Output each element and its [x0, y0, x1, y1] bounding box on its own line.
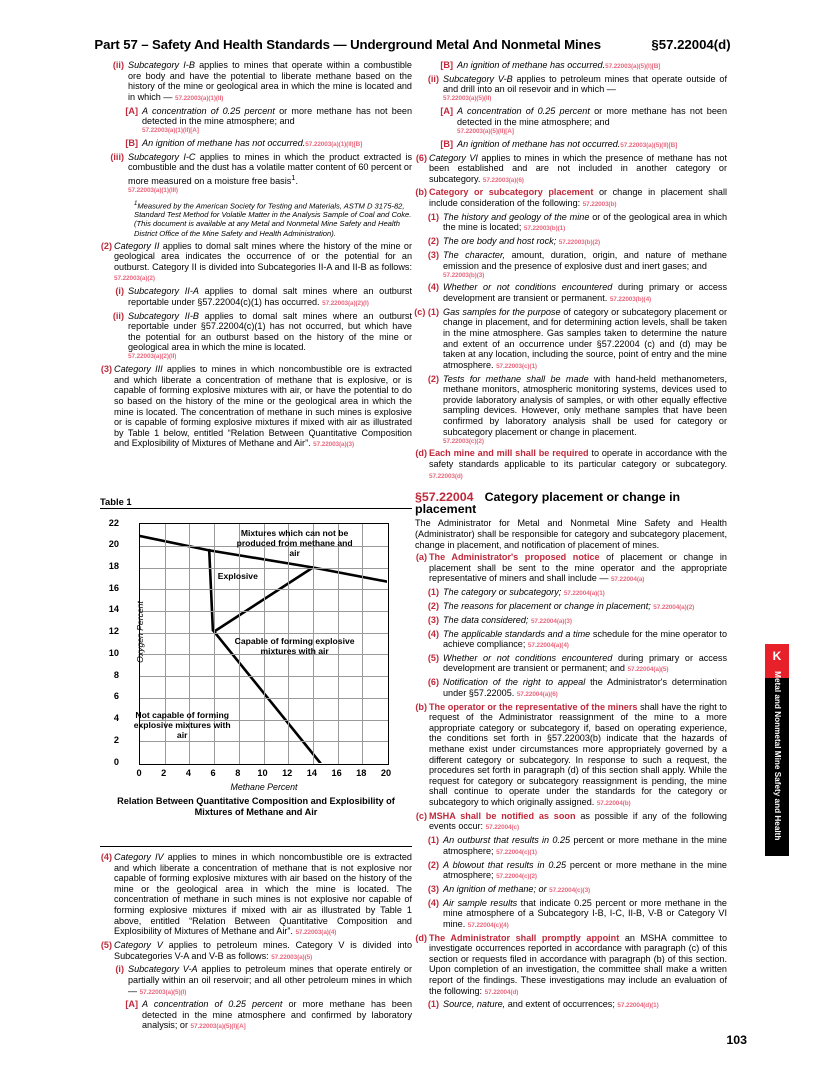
item-label: (3): [427, 614, 439, 625]
chart-x-tick-label: 18: [356, 768, 367, 778]
item-body: or of the geological area in which the mine is located;: [443, 211, 728, 233]
edge-tab: [765, 644, 789, 856]
chart-gridline-horizontal: [140, 741, 388, 742]
item-label: (5): [427, 652, 439, 663]
chart-y-tick-label: 6: [113, 691, 119, 702]
chart-x-tick-label: 20: [380, 768, 392, 778]
chart-x-axis-label: Methane Percent: [230, 782, 298, 792]
item-label: (1): [427, 211, 439, 222]
list-item: [427, 282, 727, 305]
item-body: percent or more methane in the mine atmosphere;: [443, 835, 727, 856]
item-lead: Subcategory II-B: [128, 310, 199, 321]
citation: 57.22004(c)(2): [496, 873, 537, 881]
list-item: [414, 306, 727, 373]
chart-y-axis-label: Oxygen Percent: [135, 601, 145, 663]
chart-x-tick-label: 0: [136, 768, 142, 778]
item-label: (6): [427, 677, 439, 688]
item-body: as possible if any of the following events occur:: [429, 810, 727, 832]
item-body: applies to petroleum mines that operate outside of and drill into an oil resevoir and in which —: [443, 73, 727, 95]
list-item: [415, 810, 727, 834]
item-lead: A concentration of 0.25 percent: [457, 106, 590, 117]
item-label: [A]: [440, 106, 453, 117]
item-label: (ii): [112, 310, 124, 321]
citation: 57.22003(c)(2): [443, 437, 484, 445]
item-lead: An ignition of methane has not occurred.: [142, 138, 306, 149]
list-item: [427, 859, 727, 883]
list-item: [115, 286, 412, 309]
citation: 57.22003(a)(1)(II)[B]: [305, 141, 363, 149]
item-body: applies to mines in which noncombustible ore is extracted and which liberate a concentration of methane that is not explosive nor capable of forming explosive mixtures with air based on the history of the mine or the geological area in which the mine is located. The concentration of methane in such mines is not explosive nor capable of forming explosive mixtures if mixed with air as illustrated by Table 1 above, entitled “Relation Between Quantitative Composition and Explosibility of Mixtures of Methane and Air”.: [114, 852, 412, 937]
item-lead: The character,: [443, 250, 506, 260]
footnote-ref: 1: [291, 173, 296, 182]
citation: 57.22004(a)(6): [516, 690, 558, 698]
citation: 57.22003(a)(5): [271, 953, 313, 961]
list-item: [427, 373, 727, 448]
chart-caption: Relation Between Quantitative Composition and Explosibility of Mixtures of Methane and Air: [117, 796, 395, 817]
chart-x-tick-label: 16: [331, 768, 342, 778]
citation: 57.22003(a)(1)(II): [175, 94, 224, 102]
item-lead: Category V: [114, 939, 163, 950]
chart-gridline-horizontal: [140, 568, 388, 569]
chart-y-tick-label: 14: [108, 604, 119, 615]
chart-series: [209, 550, 213, 630]
footnote: [134, 200, 412, 238]
item-label: (d): [415, 448, 427, 459]
item-lead: A concentration of 0.25 percent: [142, 105, 275, 116]
list-item: [440, 138, 727, 152]
table-1-label: Table 1: [100, 496, 412, 509]
item-lead: Subcategory I-C: [128, 151, 196, 162]
list-item: [415, 932, 727, 999]
item-lead: Air sample results: [443, 897, 518, 908]
citation: 57.22004(c)(4): [467, 921, 509, 929]
item-label: (c): [415, 810, 427, 821]
item-body: the Administrator's determination under §57.22005.: [443, 677, 727, 698]
item-body: an MSHA committee to investigate occurrences reported in accordance with paragraph (c) of this section or requests filed in accordance with paragraph (b) of this section. Upon completion of an investigation, the committee shall make a written report of the findings. These investigations may include an evaluation of the following:: [429, 932, 727, 996]
item-label: (4): [427, 282, 439, 293]
citation: 57.22003(a)(5)(II): [443, 95, 492, 103]
chart-gridline-horizontal: [140, 611, 388, 612]
list-item: [427, 614, 727, 628]
item-body: amount, duration, origin, and nature of methane emission and the presence of explosive dust and inert gases; and: [443, 250, 727, 271]
citation: 57.22003(a)(5)(I): [139, 988, 187, 996]
chart-x-tick-label: 14: [306, 768, 317, 778]
list-item: [427, 999, 727, 1012]
list-item: [415, 448, 727, 482]
chart-zone-label: Explosive: [217, 571, 258, 582]
item-label: (b): [415, 701, 427, 712]
item-lead: MSHA shall be notified as soon: [429, 810, 576, 821]
chart-y-tick-label: 0: [113, 756, 119, 767]
chart-y-tick-label: 4: [113, 713, 119, 723]
item-label: (i): [115, 964, 124, 975]
item-body: applies to mines in which the presence of methane has not been established and are not included in another category or subcategory.: [429, 152, 727, 184]
citation: 57.22004(a)(2): [653, 603, 695, 611]
chart-gridline-horizontal: [140, 676, 388, 677]
list-item: [112, 310, 412, 363]
item-body: applies to mines that operate within a combustible ore body and have the potential to liberate methane based on the history of the mine or geological area in which the mine is located and in which —: [128, 60, 412, 102]
citation: 57.22004(c)(1): [496, 848, 537, 856]
citation: 57.22003(a)(2)(II): [128, 353, 177, 361]
citation: 57.22003(a)(2): [114, 275, 155, 283]
list-item: [427, 897, 727, 932]
item-lead: An ignition of methane; or: [443, 883, 547, 894]
item-body: applies to petroleum mines. Category V is divided into Subcategories V-A and V-B as follows:: [114, 939, 412, 961]
chart-y-tick-label: 22: [108, 517, 119, 528]
citation: 57.22003(a)(5)(II)[A]: [457, 127, 514, 135]
chart-x-tick-label: 6: [210, 768, 216, 778]
item-lead: The category or subcategory;: [443, 587, 562, 598]
item-lead: Subcategory V-B: [443, 73, 513, 84]
list-item: [415, 152, 727, 187]
item-label: (ii): [112, 60, 124, 70]
section-number: §57.22004: [415, 490, 474, 505]
list-item: [100, 364, 412, 451]
item-label: [A]: [125, 999, 138, 1010]
list-item: [440, 106, 727, 137]
edge-tab-letter: K: [772, 649, 782, 663]
citation: 57.22003(c)(1): [496, 362, 537, 370]
chart-y-tick-label: 8: [113, 669, 119, 680]
item-body: applies to domal salt mines where an outburst reportable under §57.22004(c)(1) has occurred.: [128, 286, 412, 307]
item-lead: The applicable standards and a time: [443, 628, 591, 639]
item-label: [B]: [125, 138, 138, 149]
item-lead: Notification of the right to appeal: [443, 677, 586, 688]
item-body: during primary or access development are transient or permanent.: [443, 282, 727, 304]
item-lead: Category or subcategory placement: [429, 187, 594, 198]
explosibility-chart: [100, 515, 412, 817]
chart-gridline-horizontal: [140, 698, 388, 699]
item-lead: Subcategory I-B: [128, 60, 195, 70]
table-1-bottom-rule: [100, 846, 412, 847]
citation: 57.22003(a)(2)(I): [322, 299, 369, 307]
item-lead: The operator or the representative of the miners: [429, 701, 638, 712]
item-label: (ii): [427, 73, 439, 84]
item-body: or more methane has not been detected in the mine atmosphere; and: [457, 106, 727, 127]
item-body: applies to petroleum mines that operate entirely or partially within an oil reservoir; and all other petroleum mines in which —: [128, 964, 412, 996]
list-item: [427, 883, 727, 897]
item-body: shall have the right to request of the Administrator reassignment of the mine to a more appropriate category or subcategory if, based on operating experience, the conditions set forth in §57.22003(b) indicate that the hazards of methane exist under circumstances more appropriately governed by a different category or subcategory. In response to such a request, the procedures set forth in paragraph (d) of this section shall apply. While the request for category or subcategory reassignment is pending, the mine shall continue to operate under the standards for the category or subcategory to which originally assigned.: [429, 701, 727, 807]
item-lead: Tests for methane shall be made: [443, 373, 589, 384]
chart-y-tick-label: 20: [108, 539, 119, 550]
item-lead: Whether or not conditions encountered: [443, 282, 613, 293]
chart-y-tick-label: 18: [108, 561, 119, 571]
citation: 57.22003(a)(3): [313, 441, 355, 449]
citation: 57.22003(a)(5)(I)[B]: [605, 63, 661, 70]
item-label: (5): [100, 939, 112, 950]
footnote-text: Measured by the American Society for Testing and Materials, ASTM D 3175-82, Standard Test Method for Volatile Matter in the Analysis Sample of Coal and Coke. (This document is available at any Metal and Nonmetal Mine Safety and Health District Office of the Mine Safety and Health Administration).: [134, 201, 412, 238]
list-item: [110, 151, 412, 197]
item-lead: The data considered;: [443, 614, 529, 625]
item-lead: Each mine and mill shall be required: [429, 448, 589, 459]
chart-y-tick-label: 12: [108, 626, 119, 637]
chart-gridline-horizontal: [140, 589, 388, 590]
list-item: [100, 939, 412, 963]
item-body: to operate in accordance with the safety standards applicable to its particular category or subcategory.: [429, 448, 727, 470]
item-label: (iii): [110, 151, 124, 162]
item-body: during primary or access development are transient or permanent; and: [443, 652, 727, 674]
list-item: [427, 250, 727, 281]
item-label: (2): [427, 859, 439, 870]
citation: 57.22004(c): [485, 824, 519, 832]
item-body: applies to mines in which noncombustible ore is extracted and which liberate a concentration of methane that is explosive, or is capable of forming explosive mixtures with air, or have the potential to do so based on the history of the mine or the geological area in which the mine is located. The concentration of methane in such mines is explosive or is capable of forming explosive mixtures if mixed with air as illustrated by Table 1 below, entitled “Relation Between Quantitative Composition and Explosibility of Mixtures of Methane and Air”.: [114, 364, 412, 449]
item-label: [A]: [125, 105, 138, 116]
item-body: with hand-held methanometers, methane monitors, atmospheric monitoring systems, devices used to provide laboratory analysis of samples, or with other equally effective sampling devices. However, only methane samples that have been confirmed by laboratory analysis shall be used for category or subcategory placement or change in placement.: [443, 373, 727, 437]
list-item: [125, 999, 413, 1033]
citation: 57.22004(a)(4): [527, 642, 569, 650]
item-label: (4): [427, 628, 439, 639]
item-lead: The ore body and host rock;: [443, 236, 557, 247]
item-body: or more methane has not been detected in the mine atmosphere; and: [142, 105, 412, 127]
left-column-continued: [100, 852, 412, 1034]
item-lead: Subcategory V-A: [128, 964, 198, 975]
citation: 57.22003(b)(1): [523, 225, 566, 233]
chart-x-tick-label: 2: [161, 768, 167, 778]
item-label: (c) (1): [414, 306, 439, 317]
list-item: [100, 240, 412, 285]
citation: 57.22003(b): [582, 201, 617, 209]
chart-x-tick-label: 4: [185, 768, 191, 778]
citation: 57.22004(a)(1): [563, 590, 605, 598]
item-lead: The history and geology of the mine: [443, 211, 590, 222]
list-item: [427, 835, 727, 858]
citation: 57.22003(a)(4): [295, 929, 337, 937]
chart-zone-label: Mixtures which can not be produced from methane and air: [236, 527, 353, 558]
chart-y-tick-label: 10: [108, 647, 119, 658]
item-label: (1): [427, 999, 439, 1010]
chart-gridline-horizontal: [140, 633, 388, 634]
list-item: [440, 60, 727, 73]
citation: 57.22003(a)(5)(I)[A]: [190, 1023, 246, 1031]
item-label: (d): [415, 932, 427, 943]
item-label: (a): [415, 552, 427, 563]
citation: 57.22003(a)(1)(III): [128, 187, 178, 195]
item-lead: Category III: [114, 364, 163, 375]
item-lead: Category VI: [429, 152, 478, 163]
item-label: [B]: [440, 138, 453, 149]
citation: 57.22003(b)(4): [609, 296, 652, 304]
chart-y-tick-label: 2: [113, 734, 119, 745]
footnote-marker: 1: [134, 200, 138, 207]
citation: 57.22004(d)(1): [617, 1002, 659, 1010]
chart-zone-label: Capable of forming explosive mixtures with air: [234, 636, 355, 657]
citation: 57.22004(a)(5): [627, 666, 669, 674]
item-label: (b): [415, 187, 427, 198]
item-label: [B]: [440, 60, 453, 70]
item-lead: Subcategory II-A: [128, 286, 199, 297]
item-lead: The Administrator's proposed notice: [429, 552, 600, 563]
item-body: applies to mines in which the product extracted is combustible and the dust has a volatile matter content of 60 percent or more measured on a moisture free basis: [128, 151, 412, 187]
item-label: (4): [100, 852, 112, 862]
chart-y-tick-label: 16: [108, 582, 119, 593]
item-lead: Source, nature,: [443, 999, 506, 1010]
citation: 57.22003(a)(1)(II)[A]: [142, 127, 199, 135]
item-label: (1): [427, 587, 439, 598]
citation: 57.22004(b): [596, 799, 631, 807]
list-item: [427, 236, 727, 249]
item-lead: An outburst that results in 0.25: [443, 835, 571, 846]
list-item: [115, 964, 412, 998]
item-body: applies to domal salt mines where the history of the mine or geological area indicates the occurrence of or the potential for an outburst. Category II is divided into Subcategories II-A and II-B as follows:: [114, 240, 412, 272]
right-column: [415, 60, 727, 1013]
list-item: [427, 652, 727, 676]
citation: 57.22003(b)(3): [443, 271, 485, 279]
item-label: (4): [427, 897, 439, 908]
item-body: of placement or change in placement shall be sent to the mine operator and the appropriate representative of miners and shall include —: [429, 552, 727, 584]
citation: 57.22004(c)(3): [549, 886, 591, 894]
left-column: [100, 60, 412, 452]
list-item: [427, 73, 727, 105]
item-lead: Whether or not conditions encountered: [443, 652, 613, 663]
section-heading: [415, 492, 727, 515]
citation: 57.22004(a): [610, 576, 645, 584]
chart-zone-label: Not capable of forming explosive mixtures with air: [133, 710, 231, 741]
item-body: or change in placement shall include consideration of the following:: [429, 187, 727, 209]
item-label: (i): [115, 286, 124, 297]
item-body: percent or more methane in the mine atmosphere;: [443, 859, 727, 881]
item-lead: Category II: [114, 240, 160, 251]
chart-gridline-vertical: [362, 524, 363, 764]
page-title: Part 57 – Safety And Health Standards — Underground Metal And Nonmetal Mines: [94, 37, 601, 52]
list-item: [427, 600, 727, 614]
chart-x-tick-label: 10: [257, 768, 268, 778]
list-item: [415, 701, 727, 810]
item-label: (2): [427, 600, 439, 611]
list-item: [427, 211, 728, 235]
item-body-tail: .: [295, 176, 299, 187]
item-lead: An ignition of methane has not occurred.: [457, 138, 621, 149]
list-item: [112, 60, 412, 104]
list-item: [125, 105, 412, 137]
item-lead: The reasons for placement or change in placement;: [443, 600, 651, 611]
item-label: (2): [100, 240, 112, 251]
chart-x-tick-label: 12: [282, 768, 293, 778]
list-item: [427, 587, 727, 600]
page-number: 103: [726, 1033, 747, 1047]
item-lead: A blowout that results in 0.25: [443, 859, 567, 870]
item-label: (3): [427, 250, 439, 260]
item-lead: An ignition of methane has occurred.: [457, 60, 606, 70]
item-body: and extent of occurrences;: [505, 999, 618, 1010]
item-label: (3): [100, 364, 112, 375]
item-body: schedule for the mine operator to achieve compliance;: [443, 628, 727, 650]
item-body: applies to domal salt mines where an outburst reportable under §57.22004(c)(1) has not occurred, but which have the potential for an outburst based on the history of the mine or geological area in which the mine is located.: [128, 310, 412, 353]
item-body: of category or subcategory placement or change in placement, and for determining action levels, shall be taken in the mine atmosphere. Gas samples taken to determine the nature and extent of an occurrence under §57.22004 (c) and (d) may be taken at any location, including the source, point of entry and the mine atmosphere.: [443, 306, 727, 370]
citation: 57.22003(d): [429, 472, 463, 480]
list-item: [125, 138, 412, 151]
section-name: Category placement or change in placement: [415, 490, 681, 516]
list-item: [100, 852, 412, 939]
header-section-ref: §57.22004(d): [651, 37, 731, 52]
edge-tab-label: Metal and Nonmetal Mine Safety and Health: [772, 671, 782, 841]
item-lead: Gas samples for the purpose: [443, 306, 561, 317]
list-item: [427, 677, 727, 700]
citation: 57.22003(a)(6): [482, 176, 524, 184]
citation: 57.22003(a)(5)(II)[B]: [620, 141, 678, 149]
item-label: (3): [427, 883, 439, 894]
item-body: or more methane has been detected in the mine atmosphere and confirmed by laboratory analysis; or: [142, 999, 413, 1031]
section-intro: The Administrator for Metal and Nonmetal Mine Safety and Health (Administrator) shall be responsible for category and subcategory placement, change in placement, and notification of placement of mines.: [415, 518, 727, 550]
item-lead: A concentration of 0.25 percent: [142, 999, 283, 1010]
page-header: [0, 36, 825, 54]
item-label: (6): [415, 152, 427, 163]
item-label: (2): [427, 373, 439, 384]
item-lead: Category IV: [114, 852, 164, 862]
citation: 57.22003(b)(2): [558, 239, 600, 247]
chart-x-tick-label: 8: [235, 768, 241, 778]
list-item: [415, 552, 727, 586]
item-lead: The Administrator shall promptly appoint: [429, 932, 620, 943]
table-1-figure: [100, 496, 412, 817]
citation: 57.22004(d): [484, 988, 519, 996]
item-label: (2): [427, 236, 439, 247]
list-item: [427, 628, 727, 652]
citation: 57.22004(a)(3): [530, 617, 572, 625]
list-item: [415, 187, 727, 210]
item-body: that indicate 0.25 percent or more methane in the mine atmosphere of a Subcategory I-B, I-C, II-B, V-B or Category VI mine.: [443, 897, 727, 929]
item-label: (1): [427, 835, 439, 846]
